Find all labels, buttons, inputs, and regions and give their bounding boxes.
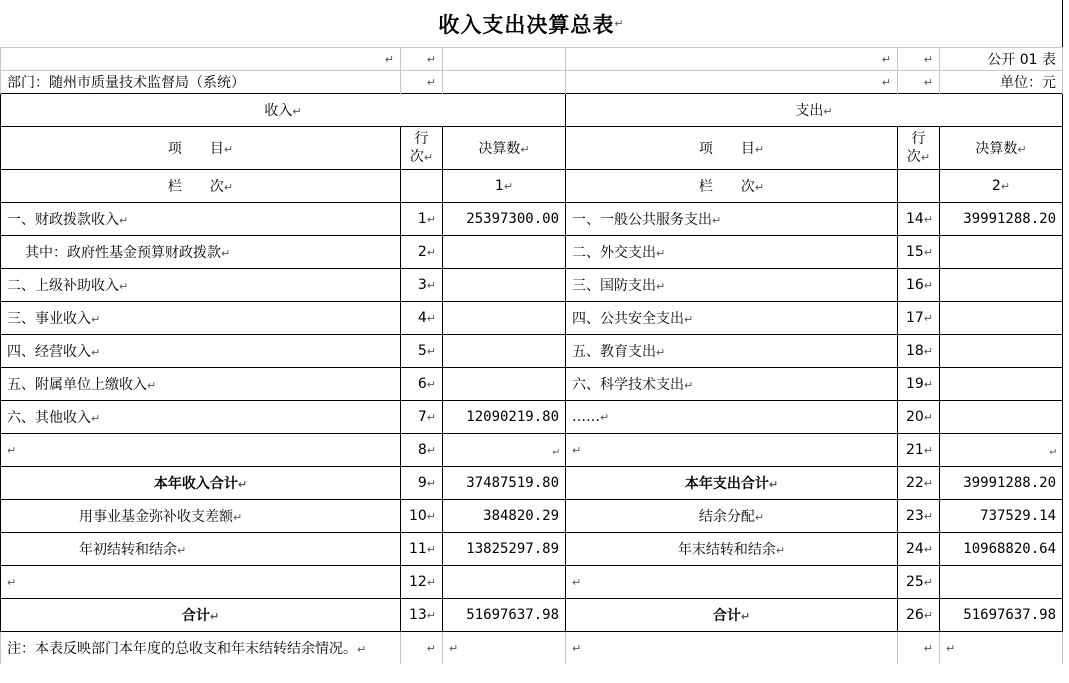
income-row-no: 2↵ [401,236,443,269]
expense-amount [940,368,1063,401]
expense-item-label: 五、教育支出↵ [566,335,898,368]
income-item-label: 年初结转和结余↵ [1,533,401,566]
expense-item-label: 三、国防支出↵ [566,269,898,302]
table-row [1,566,1063,599]
income-amount: ↵ [443,434,566,467]
column-label-row [1,170,1063,203]
expense-item-label: 二、外交支出↵ [566,236,898,269]
table-row [1,368,1063,401]
income-amount [443,236,566,269]
expense-column-no: 2↵ [940,170,1063,203]
expense-row-no: 22↵ [898,467,940,500]
expense-amount [940,269,1063,302]
expense-row-no: 15↵ [898,236,940,269]
income-amount: 51697637.98 [443,599,566,632]
income-item-label: 本年收入合计↵ [1,467,401,500]
income-expense-table [0,47,1063,664]
form-code: 公开 01 表 [940,48,1063,71]
expense-amount [940,335,1063,368]
expense-item-label: ↵ [566,566,898,599]
income-amount: 25397300.00 [443,203,566,236]
form-code-row: ↵ ↵ ↵ ↵ 公开 01 表 [1,48,1063,71]
income-amount: 37487519.80 [443,467,566,500]
expense-item-label: 六、科学技术支出↵ [566,368,898,401]
expense-row-no: 21↵ [898,434,940,467]
income-row-no: 6↵ [401,368,443,401]
income-row-no: 5↵ [401,335,443,368]
income-amount [443,302,566,335]
income-row-no: 10↵ [401,500,443,533]
income-amount: 13825297.89 [443,533,566,566]
expense-amount: 39991288.20 [940,203,1063,236]
expense-amount: 51697637.98 [940,599,1063,632]
table-note: 注：本表反映部门本年度的总收支和年末结转结余情况。↵ [1,632,401,665]
column-header-row [1,127,1063,170]
expense-row-no: 26↵ [898,599,940,632]
expense-amount [940,401,1063,434]
expense-row-no: 19↵ [898,368,940,401]
expense-amount: 737529.14 [940,500,1063,533]
expense-row-no: 18↵ [898,335,940,368]
expense-amount [940,302,1063,335]
income-item-label: 三、事业收入↵ [1,302,401,335]
expense-column-label: 栏 次↵ [566,170,898,203]
income-item-label: 六、其他收入↵ [1,401,401,434]
expense-item-label: ↵ [566,434,898,467]
income-row-no: 4↵ [401,302,443,335]
income-row-no: 7↵ [401,401,443,434]
income-column-label: 栏 次↵ [1,170,401,203]
expense-row-no: 23↵ [898,500,940,533]
income-amount [443,566,566,599]
table-row [1,236,1063,269]
income-item-label: 其中：政府性基金预算财政拨款↵ [1,236,401,269]
income-amount-header: 决算数↵ [443,127,566,170]
table-title: 收入支出决算总表 [438,11,615,37]
table-row [1,401,1063,434]
income-item-label: 二、上级补助收入↵ [1,269,401,302]
income-row-no: 11↵ [401,533,443,566]
income-row-no: 9↵ [401,467,443,500]
expense-item-label: 本年支出合计↵ [566,467,898,500]
table-row [1,500,1063,533]
expense-item-label: 四、公共安全支出↵ [566,302,898,335]
expense-row-no-header: 行 次↵ [898,127,940,170]
expense-item-label: 结余分配↵ [566,500,898,533]
income-item-label: ↵ [1,566,401,599]
expense-amount: ↵ [940,434,1063,467]
income-row-no: 8↵ [401,434,443,467]
department-label: 部门：随州市质量技术监督局（系统） [1,71,401,94]
income-row-no-header: 行 次↵ [401,127,443,170]
unit-label: 单位：元 [940,71,1063,94]
income-header: 收入↵ [1,94,566,127]
expense-row-no: 25↵ [898,566,940,599]
table-row [1,533,1063,566]
expense-row-no: 14↵ [898,203,940,236]
table-row [1,302,1063,335]
income-row-no: 3↵ [401,269,443,302]
income-amount [443,335,566,368]
section-header-row [1,94,1063,127]
table-row [1,434,1063,467]
expense-row-no: 16↵ [898,269,940,302]
income-column-no: 1↵ [443,170,566,203]
table-row [1,203,1063,236]
income-row-no: 1↵ [401,203,443,236]
table-row [1,467,1063,500]
income-item-label: 五、附属单位上缴收入↵ [1,368,401,401]
expense-header: 支出↵ [566,94,1063,127]
table-row [1,335,1063,368]
income-amount [443,269,566,302]
expense-item-label: 年末结转和结余↵ [566,533,898,566]
expense-row-no: 17↵ [898,302,940,335]
income-row-no: 12↵ [401,566,443,599]
expense-amount [940,566,1063,599]
expense-item-label: 合计↵ [566,599,898,632]
expense-row-no: 20↵ [898,401,940,434]
expense-item-header: 项 目↵ [566,127,898,170]
expense-row-no: 24↵ [898,533,940,566]
income-item-label: 用事业基金弥补收支差额↵ [1,500,401,533]
income-item-label: 合计↵ [1,599,401,632]
income-amount: 384820.29 [443,500,566,533]
expense-item-label: 一、一般公共服务支出↵ [566,203,898,236]
expense-amount: 10968820.64 [940,533,1063,566]
income-item-label: ↵ [1,434,401,467]
income-amount [443,368,566,401]
title-band [0,0,1063,47]
expense-amount [940,236,1063,269]
paragraph-mark-icon: ↵ [614,17,624,30]
table-row [1,599,1063,632]
income-item-header: 项 目↵ [1,127,401,170]
expense-amount-header: 决算数↵ [940,127,1063,170]
department-row: 部门：随州市质量技术监督局（系统） ↵ ↵ ↵ 单位：元 [1,71,1063,94]
income-item-label: 四、经营收入↵ [1,335,401,368]
note-row: 注：本表反映部门本年度的总收支和年末结转结余情况。↵ ↵ ↵ ↵ ↵ ↵ [1,632,1063,665]
expense-amount: 39991288.20 [940,467,1063,500]
table-row [1,269,1063,302]
expense-item-label: ……↵ [566,401,898,434]
income-amount: 12090219.80 [443,401,566,434]
income-item-label: 一、财政拨款收入↵ [1,203,401,236]
income-row-no: 13↵ [401,599,443,632]
